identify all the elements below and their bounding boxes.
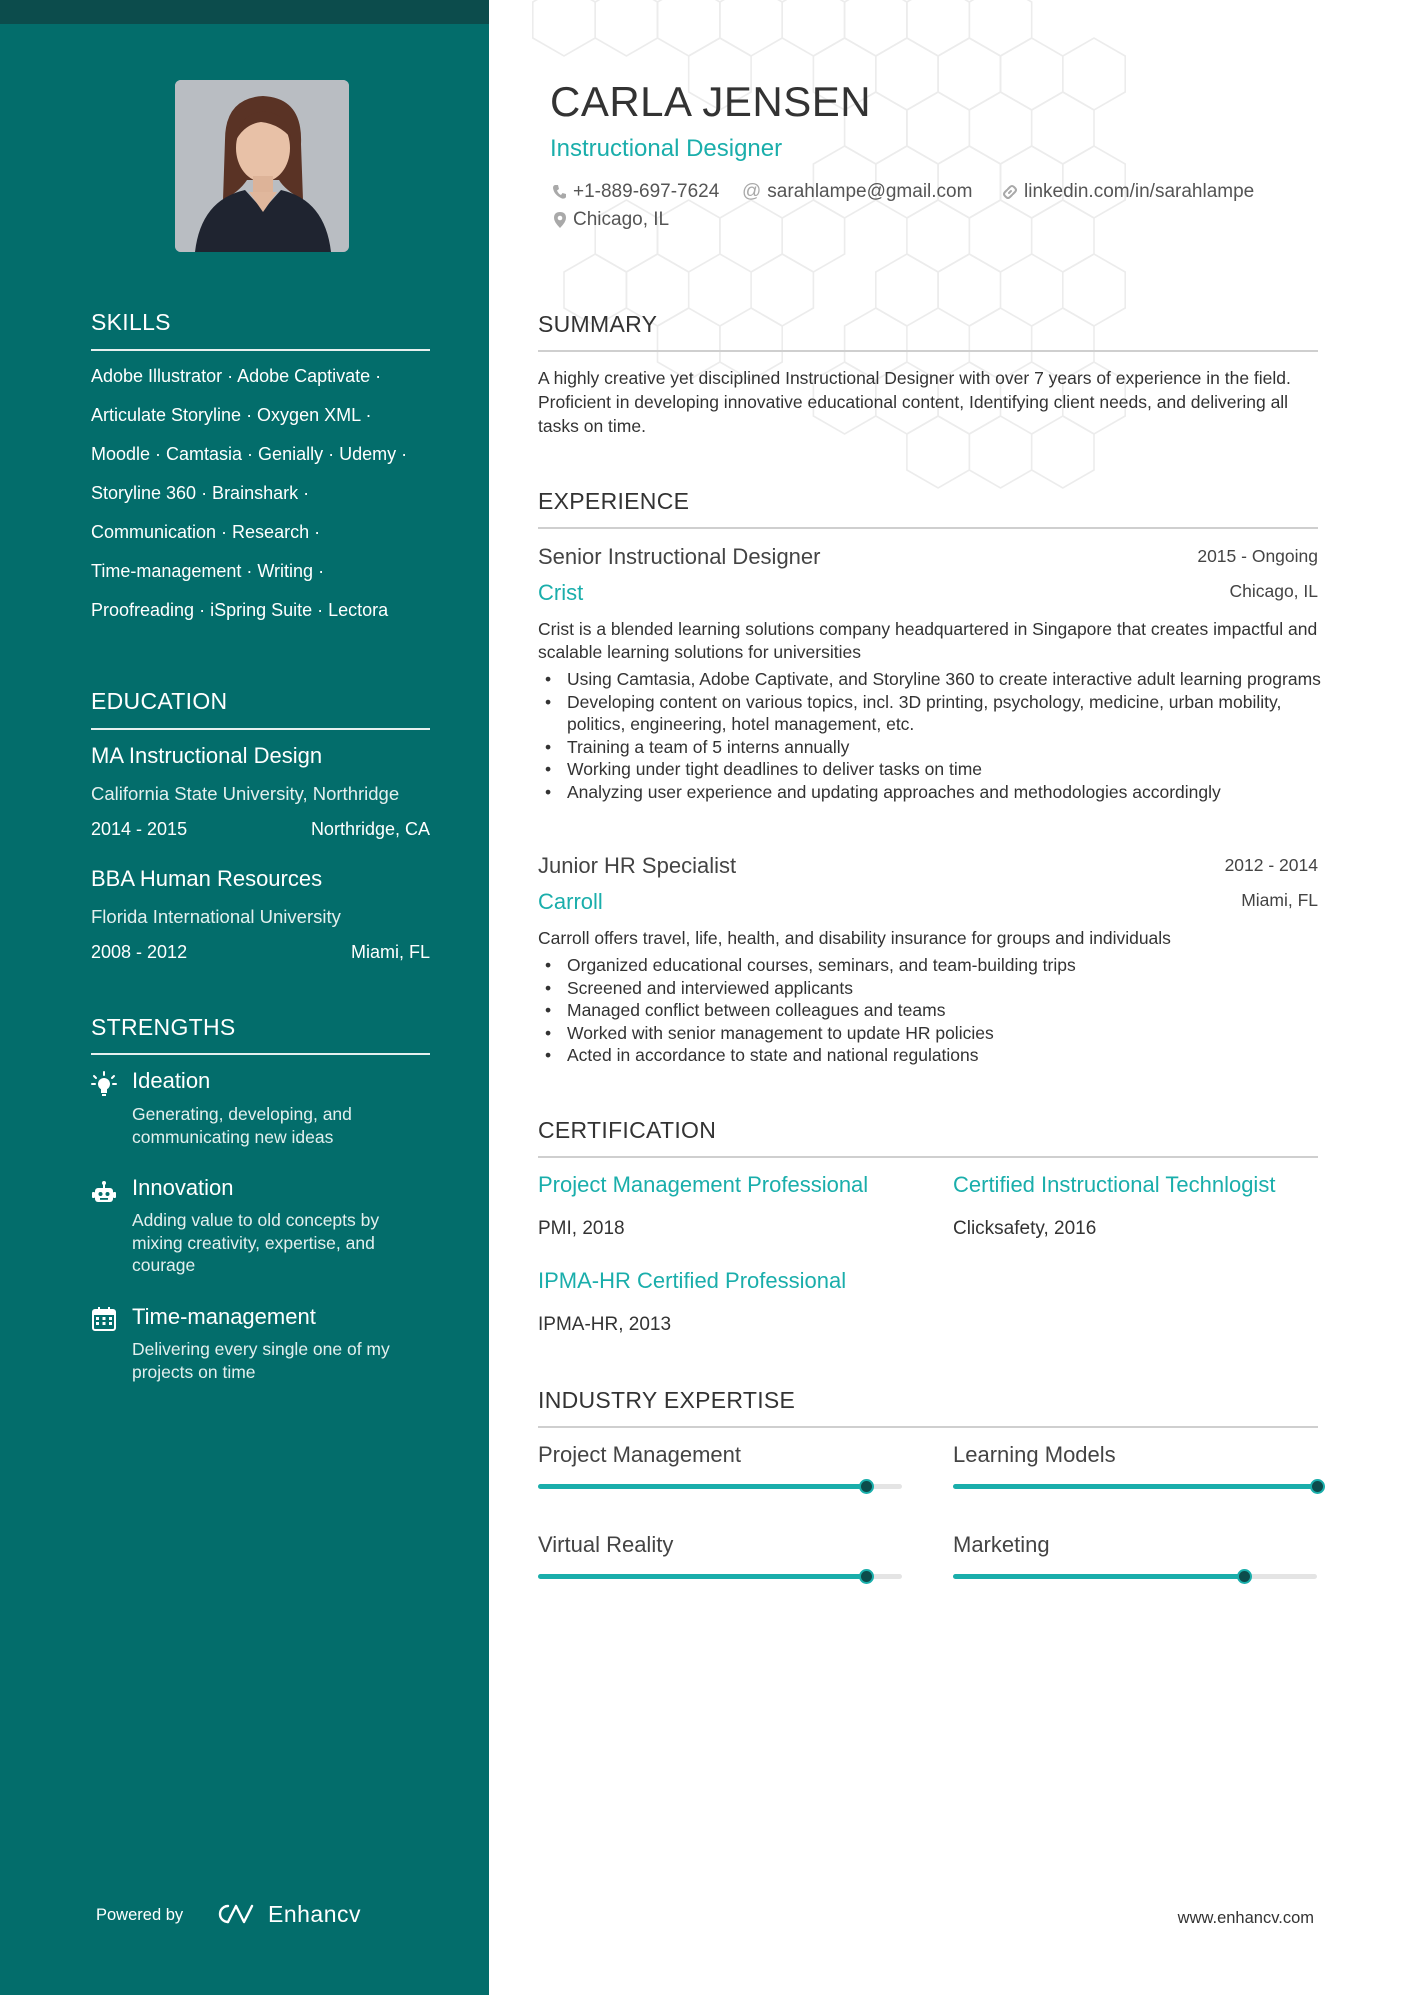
expertise-label: Marketing	[953, 1532, 1050, 1557]
phone-text: +1-889-697-7624	[573, 181, 720, 202]
experience-title: EXPERIENCE	[538, 488, 690, 514]
hexagon-shape	[907, 0, 969, 56]
expertise-title: INDUSTRY EXPERTISE	[538, 1387, 796, 1413]
certification-org: Clicksafety, 2016	[953, 1218, 1097, 1239]
summary-text: A highly creative yet disciplined Instructional Designer with over 7 years of experience in the field. Proficient in developing innovative educational content, Identifying client needs, and delivering all tasks on time.	[538, 368, 1291, 436]
skills-line: Moodle · Camtasia · Genially · Udemy ·	[91, 444, 408, 464]
expertise-label: Learning Models	[953, 1442, 1116, 1467]
hexagon-shape	[876, 38, 938, 110]
skills-line: Proofreading · iSpring Suite · Lectora	[91, 600, 389, 620]
job-bullet: • Working under tight deadlines to deliver tasks on time	[538, 758, 1323, 781]
certification-org: IPMA-HR, 2013	[538, 1314, 672, 1335]
email-text: sarahlampe@gmail.com	[767, 181, 973, 202]
hexagon-shape	[720, 0, 782, 56]
enhancv-logo[interactable]	[214, 1897, 361, 1931]
job-title: Junior HR Specialist	[538, 853, 737, 878]
website-link[interactable]: www.enhancv.com	[1177, 1909, 1314, 1927]
hexagon-shape	[907, 92, 969, 164]
job-dates: 2012 - 2014	[1224, 855, 1318, 875]
hexagon-shape	[1063, 254, 1125, 326]
expertise-bar-knob	[859, 1569, 874, 1584]
skills-line: Time-management · Writing ·	[91, 561, 325, 581]
hexagon-shape	[1032, 200, 1094, 272]
hexagon-shape	[1001, 38, 1063, 110]
skills-line: Storyline 360 · Brainshark ·	[91, 483, 310, 503]
job-bullet: • Using Camtasia, Adobe Captivate, and Storyline 360 to create interactive adult learning programs	[538, 668, 1323, 691]
expertise-bar	[538, 1484, 902, 1489]
certification-rule	[538, 1156, 1318, 1158]
expertise-bar	[953, 1484, 1317, 1489]
expertise-bar-fill	[538, 1574, 866, 1579]
strength-description: Generating, developing, and communicating new ideas	[132, 1104, 352, 1147]
job-bullet: • Acted in accordance to state and national regulations	[538, 1044, 1323, 1067]
link-icon	[1002, 184, 1018, 200]
certification-name: IPMA-HR Certified Professional	[538, 1268, 847, 1293]
hexagon-shape	[969, 92, 1031, 164]
expertise-rule	[538, 1426, 1318, 1428]
hexagon-shape	[938, 38, 1000, 110]
strength-title: Innovation	[132, 1175, 234, 1200]
education-school: California State University, Northridge	[91, 783, 400, 804]
job-bullet: • Managed conflict between colleagues and teams	[538, 999, 1323, 1022]
linkedin-text: linkedin.com/in/sarahlampe	[1024, 181, 1255, 202]
hexagon-shape	[782, 200, 844, 272]
sidebar	[0, 0, 489, 1995]
profile-photo	[175, 80, 349, 252]
job-bullet: • Training a team of 5 interns annually	[538, 736, 1323, 759]
hexagon-shape	[1032, 92, 1094, 164]
strengths-rule	[91, 1053, 430, 1055]
expertise-bar-knob	[1237, 1569, 1252, 1584]
phone-contact[interactable]	[552, 181, 719, 203]
education-location: Northridge, CA	[310, 819, 430, 839]
expertise-bar-fill	[953, 1574, 1244, 1579]
education-dates: 2008 - 2012	[91, 942, 188, 962]
job-bullet: • Screened and interviewed applicants	[538, 977, 1323, 1000]
expertise-bar	[538, 1574, 902, 1579]
location-contact	[553, 209, 669, 231]
expertise-bar-knob	[859, 1479, 874, 1494]
at-icon: @	[742, 181, 762, 202]
experience-rule	[538, 527, 1318, 529]
skills-title: SKILLS	[91, 309, 171, 335]
expertise-bar	[953, 1574, 1317, 1579]
education-dates: 2014 - 2015	[91, 819, 188, 839]
certification-name: Project Management Professional	[538, 1172, 869, 1197]
job-bullets	[538, 668, 1323, 803]
candidate-name: CARLA JENSEN	[550, 78, 872, 125]
phone-icon	[552, 184, 567, 200]
location-pin-icon	[553, 211, 567, 229]
summary-rule	[538, 350, 1318, 352]
skills-line: Communication · Research ·	[91, 522, 321, 542]
certification-org: PMI, 2018	[538, 1218, 625, 1239]
job-description: Carroll offers travel, life, health, and disability insurance for groups and individuals	[538, 928, 1171, 948]
education-school: Florida International University	[91, 906, 341, 927]
robot-icon	[91, 1180, 117, 1206]
candidate-role: Instructional Designer	[550, 135, 783, 162]
hexagon-shape	[595, 0, 657, 56]
strength-description: Delivering every single one of my projects on time	[132, 1339, 390, 1382]
hexagon-shape	[720, 200, 782, 272]
hexagon-shape	[658, 0, 720, 56]
email-contact[interactable]	[742, 181, 972, 203]
expertise-label: Project Management	[538, 1442, 741, 1467]
company-name: Carroll	[538, 889, 603, 914]
expertise-bar-knob	[1310, 1479, 1325, 1494]
company-name: Crist	[538, 580, 584, 605]
strength-title: Ideation	[132, 1068, 211, 1093]
hexagon-shape	[533, 0, 595, 56]
skills-line: Articulate Storyline · Oxygen XML ·	[91, 405, 372, 425]
hexagon-shape	[751, 254, 813, 326]
hexagon-shape	[969, 0, 1031, 56]
skills-rule	[91, 349, 430, 351]
job-title: Senior Instructional Designer	[538, 544, 821, 569]
job-location: Miami, FL	[1241, 890, 1318, 910]
job-bullets	[538, 954, 1323, 1067]
powered-by-label: Powered by	[96, 1906, 184, 1924]
education-degree: BBA Human Resources	[91, 866, 323, 891]
expertise-bar-fill	[538, 1484, 866, 1489]
certification-title: CERTIFICATION	[538, 1117, 717, 1143]
job-location: Chicago, IL	[1229, 581, 1318, 601]
job-bullet: • Analyzing user experience and updating approaches and methodologies accordingly	[538, 781, 1323, 804]
linkedin-contact[interactable]	[1002, 181, 1254, 203]
certification-name: Certified Instructional Technlogist	[953, 1172, 1276, 1197]
education-degree: MA Instructional Design	[91, 743, 323, 768]
calendar-icon	[91, 1306, 117, 1332]
sidebar-top-band	[0, 0, 489, 24]
summary-title: SUMMARY	[538, 311, 658, 337]
job-bullet: • Developing content on various topics, incl. 3D printing, psychology, medicine, urban mobility, politics, engineering, hotel management, etc.	[538, 691, 1323, 736]
expertise-bar-fill	[953, 1484, 1317, 1489]
hexagon-shape	[876, 254, 938, 326]
hexagon-shape	[907, 200, 969, 272]
expertise-label: Virtual Reality	[538, 1532, 674, 1557]
education-location: Miami, FL	[350, 942, 430, 962]
hexagon-shape	[845, 0, 907, 56]
enhancv-brand-name: Enhancv	[268, 1900, 362, 1927]
enhancv-logo-icon	[214, 1902, 260, 1926]
lightbulb-icon	[91, 1071, 117, 1097]
education-rule	[91, 728, 430, 730]
hexagon-shape	[969, 200, 1031, 272]
strength-description: Adding value to old concepts by mixing creativity, expertise, and courage	[132, 1210, 380, 1275]
skills-line: Adobe Illustrator · Adobe Captivate ·	[91, 366, 382, 386]
job-bullet: • Organized educational courses, seminars, and team-building trips	[538, 954, 1323, 977]
strengths-title: STRENGTHS	[91, 1014, 236, 1040]
strength-title: Time-management	[132, 1304, 316, 1329]
hexagon-shape	[782, 0, 844, 56]
hexagon-shape	[938, 254, 1000, 326]
location-text: Chicago, IL	[573, 209, 670, 230]
job-bullet: • Worked with senior management to update HR policies	[538, 1022, 1323, 1045]
hexagon-shape	[1063, 38, 1125, 110]
job-dates: 2015 - Ongoing	[1197, 546, 1318, 566]
education-title: EDUCATION	[91, 688, 228, 714]
job-description: Crist is a blended learning solutions company headquartered in Singapore that creates impactful and scalable learning solutions for universities	[538, 619, 1318, 662]
